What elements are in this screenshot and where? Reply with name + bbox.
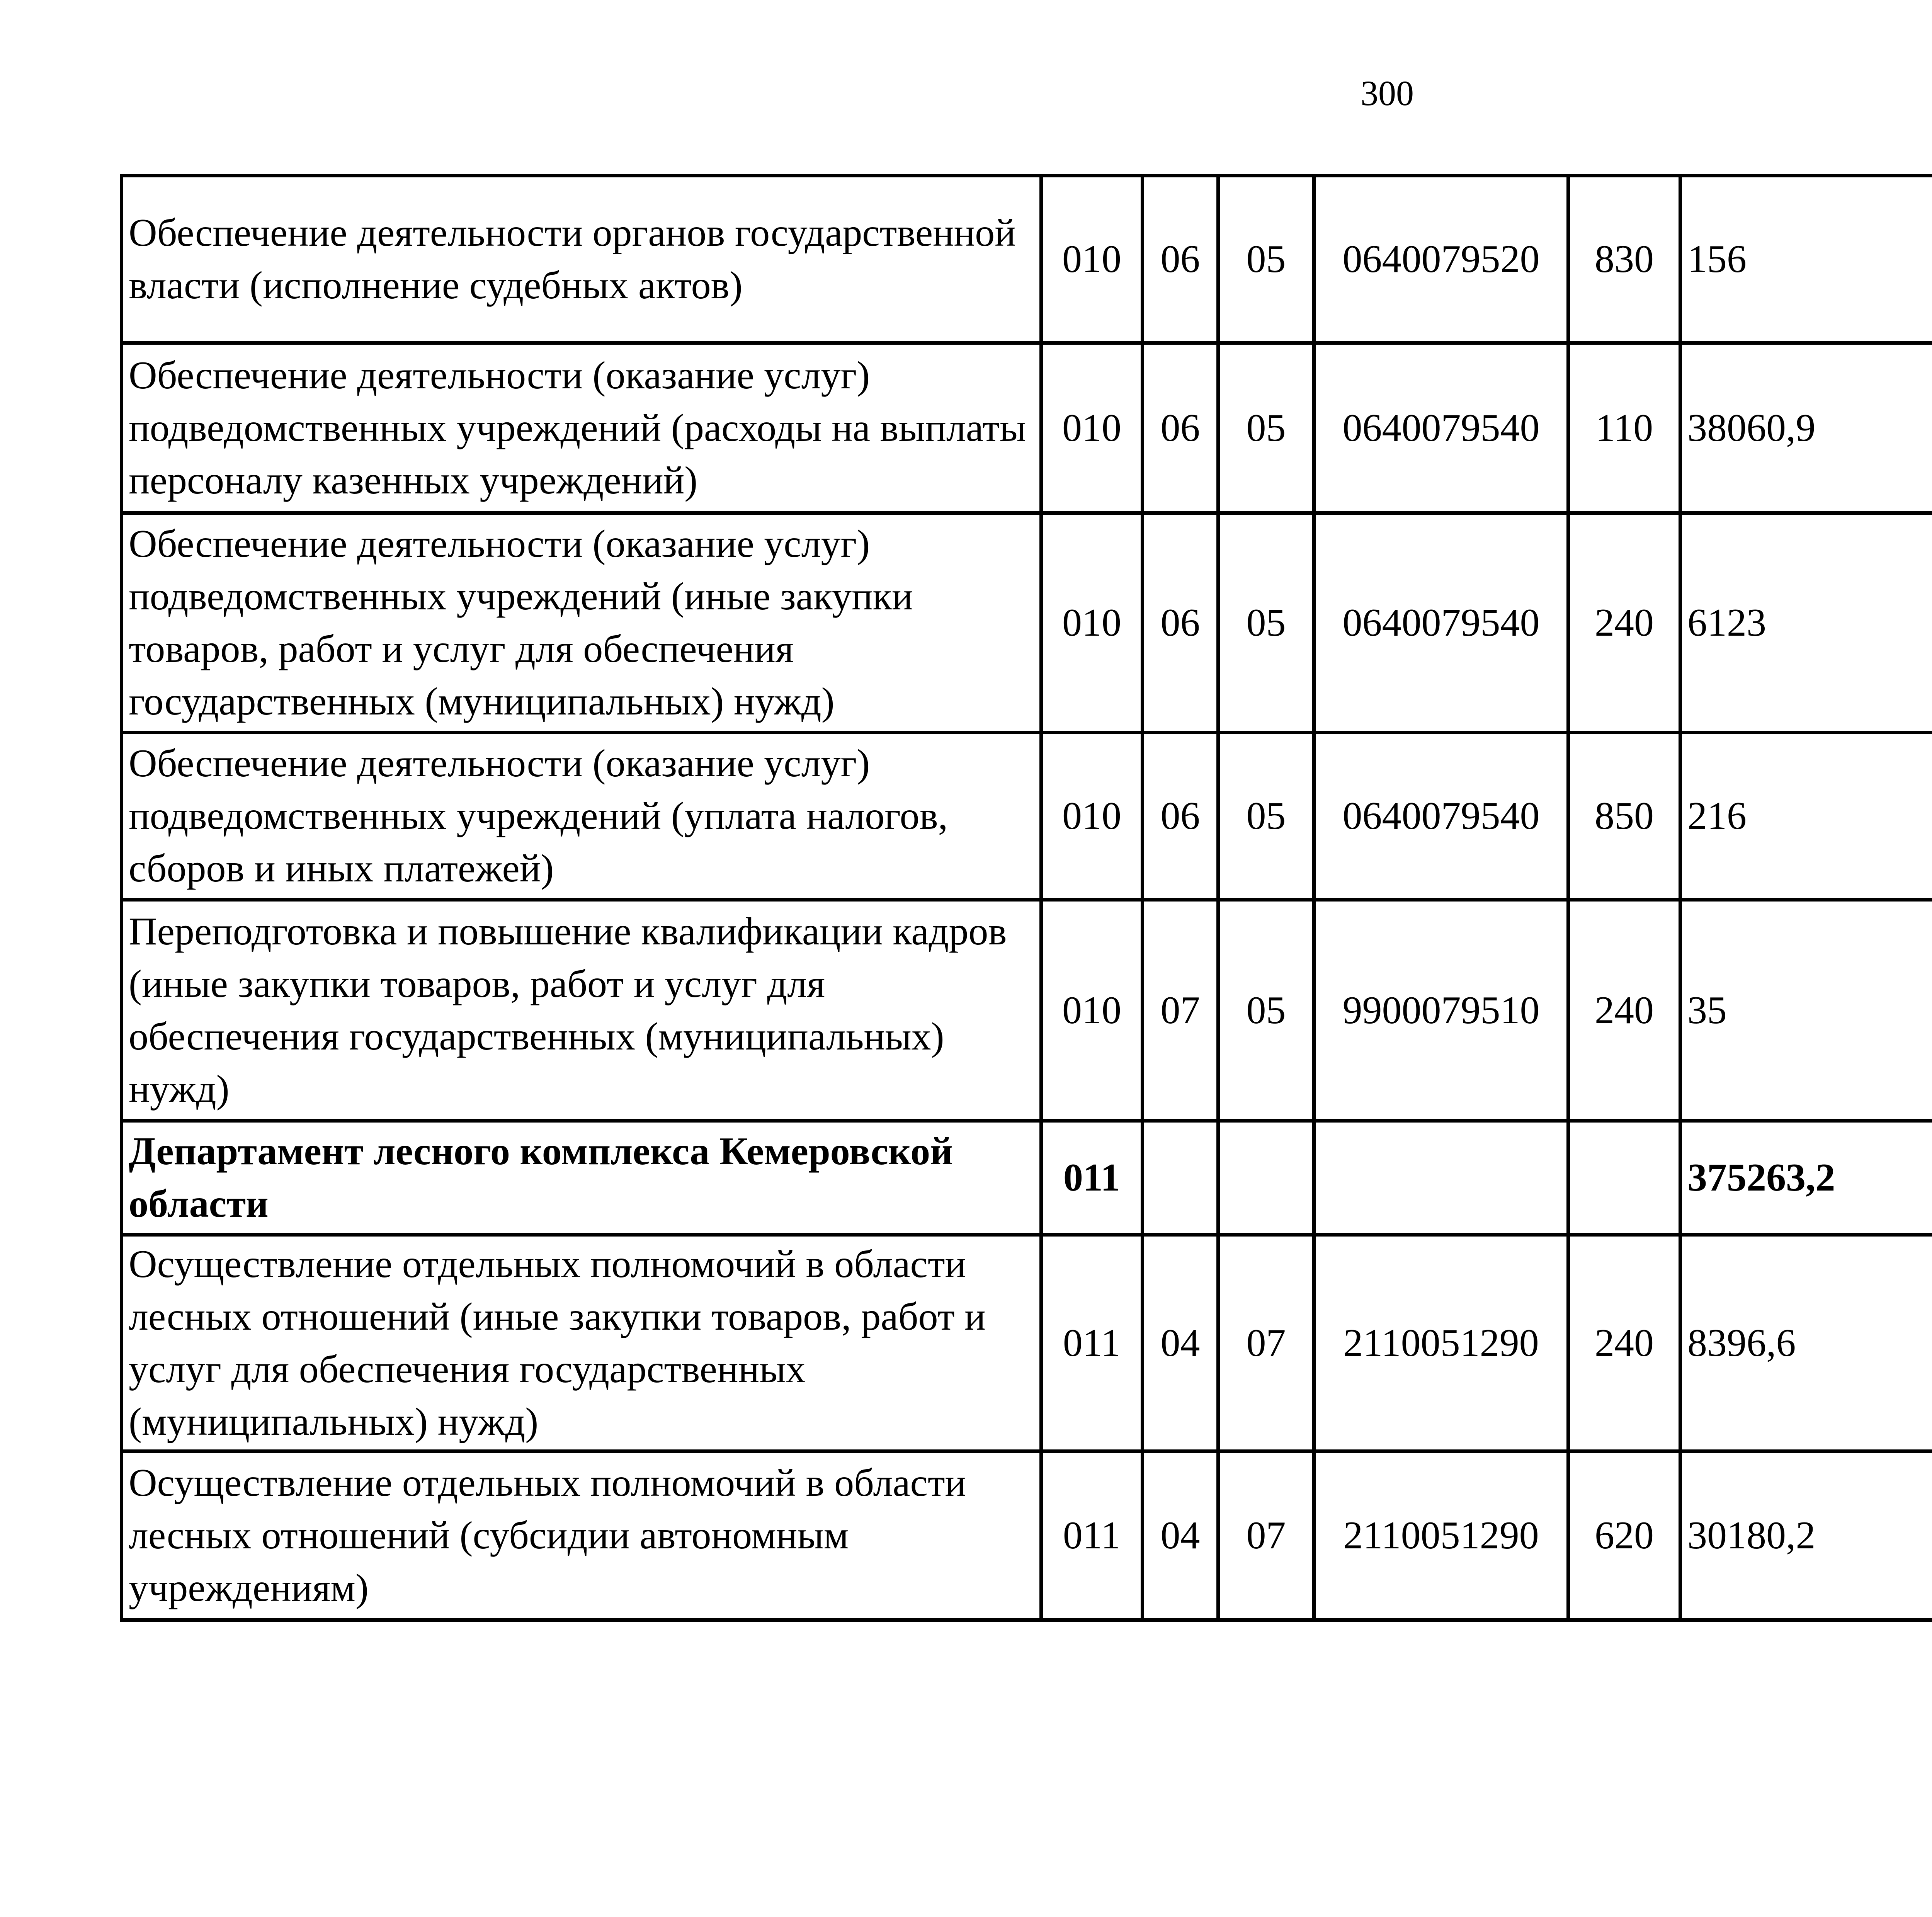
amount-year1-cell: 30180,2 bbox=[1680, 1451, 1932, 1620]
expense-type-cell: 620 bbox=[1568, 1451, 1680, 1620]
subsection-code-cell bbox=[1218, 1121, 1314, 1235]
section-code-cell: 06 bbox=[1143, 343, 1218, 513]
ministry-code-cell: 010 bbox=[1041, 900, 1143, 1121]
subsection-code-cell: 05 bbox=[1218, 513, 1314, 733]
amount-year1-cell: 8396,6 bbox=[1680, 1235, 1932, 1451]
target-item-cell: 2110051290 bbox=[1314, 1235, 1568, 1451]
expense-name-cell: Переподготовка и повышение квалификации кадров (иные закупки товаров, работ и услуг для обеспечения государственных (муниципальных) нужд) bbox=[122, 900, 1041, 1121]
subsection-code-cell: 05 bbox=[1218, 900, 1314, 1121]
section-code-cell: 04 bbox=[1143, 1451, 1218, 1620]
table-row bbox=[122, 1451, 1932, 1620]
amount-year1-cell: 375263,2 bbox=[1680, 1121, 1932, 1235]
table-row bbox=[122, 513, 1932, 733]
amount-year1-cell: 216 bbox=[1680, 733, 1932, 900]
expense-name-cell: Обеспечение деятельности органов государственной власти (исполнение судебных актов) bbox=[122, 176, 1041, 343]
expense-type-cell: 240 bbox=[1568, 513, 1680, 733]
subsection-code-cell: 05 bbox=[1218, 733, 1314, 900]
budget-table bbox=[120, 174, 1932, 1622]
ministry-code-cell: 011 bbox=[1041, 1121, 1143, 1235]
ministry-code-cell: 010 bbox=[1041, 343, 1143, 513]
section-code-cell: 04 bbox=[1143, 1235, 1218, 1451]
subsection-code-cell: 05 bbox=[1218, 343, 1314, 513]
section-code-cell: 07 bbox=[1143, 900, 1218, 1121]
expense-type-cell: 850 bbox=[1568, 733, 1680, 900]
expense-type-cell: 110 bbox=[1568, 343, 1680, 513]
expense-name-cell: Осуществление отдельных полномочий в области лесных отношений (иные закупки товаров, работ и услуг для обеспечения государственных (муниципальных) нужд) bbox=[122, 1235, 1041, 1451]
amount-year1-cell: 38060,9 bbox=[1680, 343, 1932, 513]
target-item-cell: 9900079510 bbox=[1314, 900, 1568, 1121]
amount-year1-cell: 35 bbox=[1680, 900, 1932, 1121]
ministry-code-cell: 010 bbox=[1041, 733, 1143, 900]
section-code-cell: 06 bbox=[1143, 176, 1218, 343]
expense-name-cell: Обеспечение деятельности (оказание услуг) подведомственных учреждений (уплата налогов, сборов и иных платежей) bbox=[122, 733, 1041, 900]
expense-type-cell bbox=[1568, 1121, 1680, 1235]
section-code-cell: 06 bbox=[1143, 733, 1218, 900]
table-row bbox=[122, 1121, 1932, 1235]
table-row bbox=[122, 900, 1932, 1121]
expense-type-cell: 240 bbox=[1568, 900, 1680, 1121]
target-item-cell: 2110051290 bbox=[1314, 1451, 1568, 1620]
target-item-cell: 0640079520 bbox=[1314, 176, 1568, 343]
page-number: 300 bbox=[1361, 73, 1414, 113]
expense-type-cell: 830 bbox=[1568, 176, 1680, 343]
amount-year1-cell: 6123 bbox=[1680, 513, 1932, 733]
expense-type-cell: 240 bbox=[1568, 1235, 1680, 1451]
target-item-cell: 0640079540 bbox=[1314, 733, 1568, 900]
subsection-code-cell: 05 bbox=[1218, 176, 1314, 343]
section-code-cell bbox=[1143, 1121, 1218, 1235]
target-item-cell: 0640079540 bbox=[1314, 343, 1568, 513]
table-body bbox=[122, 176, 1932, 1620]
ministry-code-cell: 011 bbox=[1041, 1451, 1143, 1620]
expense-name-cell: Обеспечение деятельности (оказание услуг) подведомственных учреждений (иные закупки товаров, работ и услуг для обеспечения государственных (муниципальных) нужд) bbox=[122, 513, 1041, 733]
table-row bbox=[122, 1235, 1932, 1451]
target-item-cell bbox=[1314, 1121, 1568, 1235]
expense-name-cell: Осуществление отдельных полномочий в области лесных отношений (субсидии автономным учреждениям) bbox=[122, 1451, 1041, 1620]
expense-name-cell: Департамент лесного комплекса Кемеровской области bbox=[122, 1121, 1041, 1235]
ministry-code-cell: 010 bbox=[1041, 176, 1143, 343]
table-row bbox=[122, 176, 1932, 343]
table-row bbox=[122, 343, 1932, 513]
table-row bbox=[122, 733, 1932, 900]
ministry-code-cell: 010 bbox=[1041, 513, 1143, 733]
ministry-code-cell: 011 bbox=[1041, 1235, 1143, 1451]
amount-year1-cell: 156 bbox=[1680, 176, 1932, 343]
subsection-code-cell: 07 bbox=[1218, 1235, 1314, 1451]
target-item-cell: 0640079540 bbox=[1314, 513, 1568, 733]
section-code-cell: 06 bbox=[1143, 513, 1218, 733]
expense-name-cell: Обеспечение деятельности (оказание услуг) подведомственных учреждений (расходы на выплаты персоналу казенных учреждений) bbox=[122, 343, 1041, 513]
subsection-code-cell: 07 bbox=[1218, 1451, 1314, 1620]
